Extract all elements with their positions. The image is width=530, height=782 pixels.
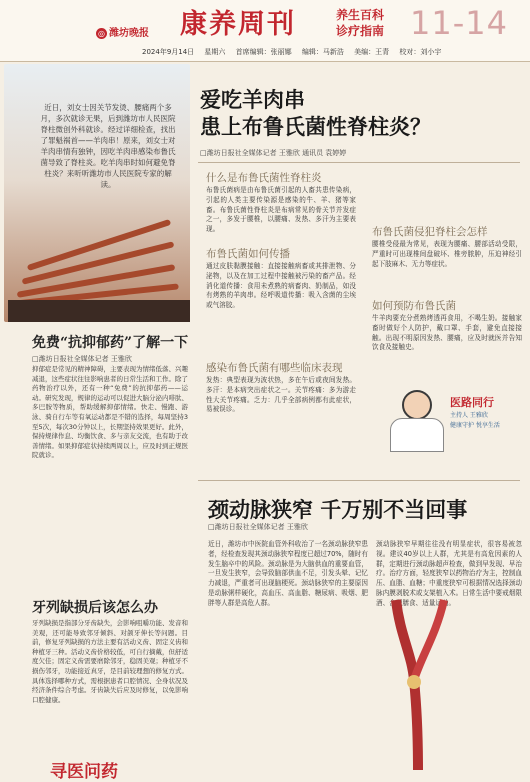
second-article-title: 颈动脉狭窄 千万别不当回事: [208, 497, 468, 522]
page-header: [0, 0, 530, 62]
section-heading-symptoms: 感染布鲁氏菌有哪些临床表现: [206, 362, 343, 374]
second-article-body-left: 近日，潍坊市中医院血管外科收治了一名颈动脉狭窄患者，经检查发现其颈动脉狭窄程度已超过70%，随时有发生脑卒中的风险。颈动脉是为大脑供血的重要血管，一旦发生狭窄，会导致脑部供血不足，引发头晕、记忆力减退，严重者可出现脑梗死。颈动脉狭窄的主要原因是动脉粥样硬化，高血压、高血脂、糖尿病、吸烟、肥胖等人群是高危人群。: [208, 540, 368, 607]
section-subtitle-1: 养生百科: [336, 8, 385, 22]
doctor-face-icon: [402, 390, 432, 420]
carotid-artery-illustration: [378, 600, 468, 770]
section-body-prevention: 牛羊肉要充分煮熟烤透再食用，不喝生奶。接触家畜时做好个人防护，戴口罩、手套，避免直接接触。出现不明原因发热、腰痛，应及时就医并告知饮食及接触史。: [372, 314, 522, 352]
section-heading-spread: 布鲁氏菌如何传播: [206, 248, 290, 260]
article-byline: □潍坊日报社全媒体记者 王雅欣: [32, 355, 132, 363]
section-subtitle-2: 诊疗指南: [336, 24, 385, 38]
footer-column-logo: 寻医问药: [50, 762, 118, 782]
logo-mark-icon: ◎: [96, 28, 107, 39]
newspaper-logo: ◎ 潍坊晚报: [98, 28, 149, 39]
art-editor: 美编：王青: [354, 48, 390, 56]
column-slogan: 健康守护 悦享生活: [450, 422, 500, 429]
article-body-teeth: 牙列缺损是指部分牙齿缺失，会影响咀嚼功能、发音和美观，还可能导致邻牙倾斜、对颌牙伸长等问题。目前，修复牙列缺损的方法主要有活动义齿、固定义齿和种植牙三种。活动义齿价格较低，可自行摘戴，但舒适度欠佳；固定义齿需要磨除邻牙，稳固美观；种植牙不损伤邻牙，功能接近真牙，是目前较理想的修复方式。具体选择哪种方式，需根据患者口腔情况、全身状况及经济条件综合考虑。牙齿缺失后应及时修复，以免影响口腔健康。: [32, 619, 188, 704]
section-body-what: 布鲁氏菌病是由布鲁氏菌引起的人畜共患传染病，引起的人类主要传染源是感染的牛、羊、猪等家畜。布鲁氏菌性脊柱炎是布病常见的骨关节并发症之一，多发于腰椎，以腰痛、发热、多汗为主要表现。: [206, 186, 356, 234]
section-masthead: 康养周刊: [180, 9, 296, 40]
lead-article-byline: □潍坊日报社全媒体记者 王雅欣 通讯员 袁婷婷: [200, 149, 347, 157]
article-heading-depression: 免费“抗抑郁药”了解一下: [32, 335, 189, 351]
issue-date: 2024年9月14日: [142, 48, 195, 56]
column-host: 主持人 王雅欣: [450, 412, 488, 419]
section-body-symptoms: 发热：典型表现为波状热，多在午后或夜间发热。多汗：是本病突出症状之一。关节疼痛：多为游走性大关节疼痛。乏力：几乎全部病例都有此症状，易被误诊。: [206, 376, 356, 414]
column-badge: 医路同行: [450, 396, 494, 409]
grill-icon: [8, 300, 190, 322]
divider: [198, 162, 520, 163]
article-body-depression: 抑郁症是常见的精神障碍，主要表现为情绪低落、兴趣减退，这些症状往往影响患者的日常生活和工作。除了药物治疗以外，还有一种“免费”的抗抑郁药——运动。研究发现，规律的运动可以促进大脑分泌内啡肽、多巴胺等物质，帮助缓解抑郁情绪。快走、慢跑、游泳、骑自行车等有氧运动都是不错的选择，每周坚持3至5次，每次30分钟以上，长期坚持效果更好。此外，保持规律作息、均衡饮食、多与亲友交流，也有助于改善情绪。如果抑郁症状持续两周以上，应及时到正规医院就诊。: [32, 365, 188, 460]
kebab-caption: 近日，刘女士因关节发烫、腰痛两个多月，多次就诊无果，后到潍坊市人民医院脊柱微创外科就诊。经过详细检查，找出了罪魁祸首——羊肉串！原来，刘女士对羊肉串情有独钟，因吃羊肉串感染布鲁氏菌导致了脊柱炎。吃羊肉串时如何避免脊柱炎？来听听潍坊市人民医院专家的解读。: [40, 103, 176, 189]
lead-title-line-1: 爱吃羊肉串: [200, 87, 305, 112]
section-body-spread: 通过皮肤黏膜接触：直接接触病畜或其排泄物、分泌物，以及在加工过程中接触被污染的畜产品。经消化道传播：食用未煮熟的病畜肉、奶制品，如没有烤熟的羊肉串。经呼吸道传播：吸入含菌的尘埃或气溶胶。: [206, 262, 356, 310]
lead-title-line-2: 患上布鲁氏菌性脊柱炎？: [200, 114, 431, 139]
section-heading-spine: 布鲁氏菌侵犯脊柱会怎样: [372, 226, 488, 238]
section-body-spine: 腰椎受侵最为常见，表现为腰痛、腰部活动受限，严重时可出现椎间盘破坏、椎旁脓肿，压迫神经引起下肢麻木、无力等症状。: [372, 240, 522, 268]
section-heading-prevention: 如何预防布鲁氏菌: [372, 300, 456, 312]
issue-weekday: 星期六: [204, 48, 226, 56]
kebab-illustration: [4, 64, 190, 322]
column-illustration: [372, 380, 520, 452]
proofreader: 校对：刘小宇: [399, 48, 442, 56]
plaque-icon: [407, 675, 421, 689]
editor: 编辑：马新浩: [301, 48, 344, 56]
left-column: [0, 62, 190, 782]
chief-editor: 首席编辑：张丽娜: [235, 48, 292, 56]
lead-article-title: [200, 86, 431, 140]
second-article-byline: □潍坊日报社全媒体记者 王雅欣: [208, 523, 308, 531]
divider: [198, 480, 520, 481]
page-range: 11-14: [410, 4, 508, 42]
doctor-coat-icon: [390, 418, 444, 452]
article-heading-teeth: 牙列缺损后该怎么办: [32, 600, 158, 616]
artery-branch-icon: [414, 600, 444, 680]
section-heading-what: 什么是布鲁氏菌性脊柱炎: [206, 172, 322, 184]
dateline: [142, 47, 522, 57]
second-article-body-right: 颈动脉狭窄早期往往没有明显症状，很容易被忽视。建议40岁以上人群，尤其是有高危因素的人群，定期进行颈动脉超声检查，做到早发现、早治疗。治疗方面，轻度狭窄以药物治疗为主，控制血压、血脂、血糖；中重度狭窄可根据情况选择颈动脉内膜剥脱术或支架植入术。日常生活中要戒烟限酒、合理膳食、适量运动。: [376, 540, 522, 607]
